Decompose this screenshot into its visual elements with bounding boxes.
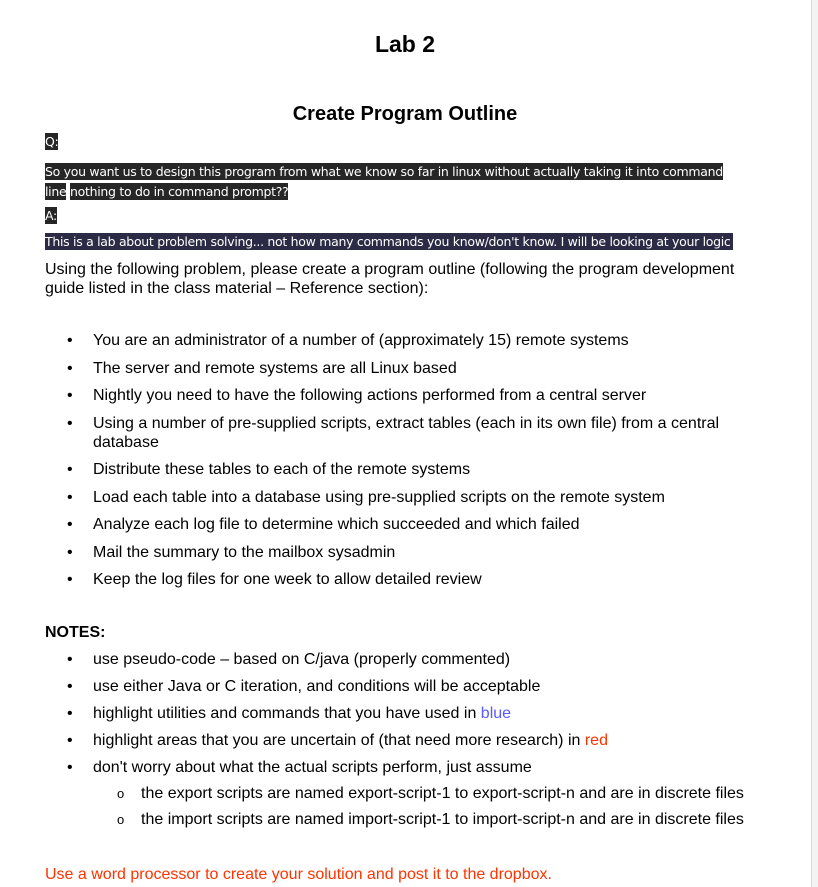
page-title: Lab 2 (374, 31, 436, 57)
question: So you want us to design this program from what we know so far in linux without actually taking it into command line nothing to do in command prompt?? (45, 164, 723, 199)
notes-heading: NOTES: (45, 624, 106, 641)
intro-text: Using the following problem, please create a program outline (following the program development guide listed in the class material – Reference section): (45, 261, 735, 297)
note-item: • use pseudo-code – based on C/java (properly commented) (45, 650, 805, 669)
list-item: • Keep the log files for one week to allow detailed review (45, 570, 760, 589)
list-item: • Load each table into a database using pre-supplied scripts on the remote system (45, 488, 760, 507)
note-item: • highlight areas that you are uncertain of (that need more research) in red (45, 731, 805, 750)
a-label: A: (45, 208, 57, 223)
notes-list (45, 650, 805, 829)
blue-word: blue (480, 705, 512, 722)
red-word: red (584, 732, 608, 749)
footer-instruction: Use a word processor to create your solution and post it to the dropbox. (45, 866, 552, 883)
subnote-item: o the import scripts are named import-script-1 to import-script-n and are in discrete files (45, 810, 805, 829)
note-item: • use either Java or C iteration, and conditions will be acceptable (45, 677, 805, 696)
list-item: • Analyze each log file to determine which succeeded and which failed (45, 515, 760, 534)
note-item: • highlight utilities and commands that you have used in blue (45, 704, 805, 723)
list-item: • Mail the summary to the mailbox sysadmin (45, 543, 760, 562)
note-item: • don't worry about what the actual scripts perform, just assume (45, 758, 805, 777)
scrollbar[interactable] (811, 0, 818, 887)
requirements-list (45, 331, 760, 589)
q-label: Q: (45, 134, 59, 149)
list-item: • Nightly you need to have the following actions performed from a central server (45, 386, 760, 405)
list-item: • Distribute these tables to each of the remote systems (45, 460, 760, 479)
subnote-item: o the export scripts are named export-script-1 to export-script-n and are in discrete files (45, 784, 805, 803)
answer: This is a lab about problem solving... not how many commands you know/don't know. I will be looking at your logic (45, 234, 731, 249)
page-subtitle: Create Program Outline (292, 103, 518, 125)
list-item: • The server and remote systems are all Linux based (45, 359, 760, 378)
list-item: • Using a number of pre-supplied scripts, extract tables (each in its own file) from a central database (45, 414, 760, 452)
list-item: • You are an administrator of a number of (approximately 15) remote systems (45, 331, 760, 350)
